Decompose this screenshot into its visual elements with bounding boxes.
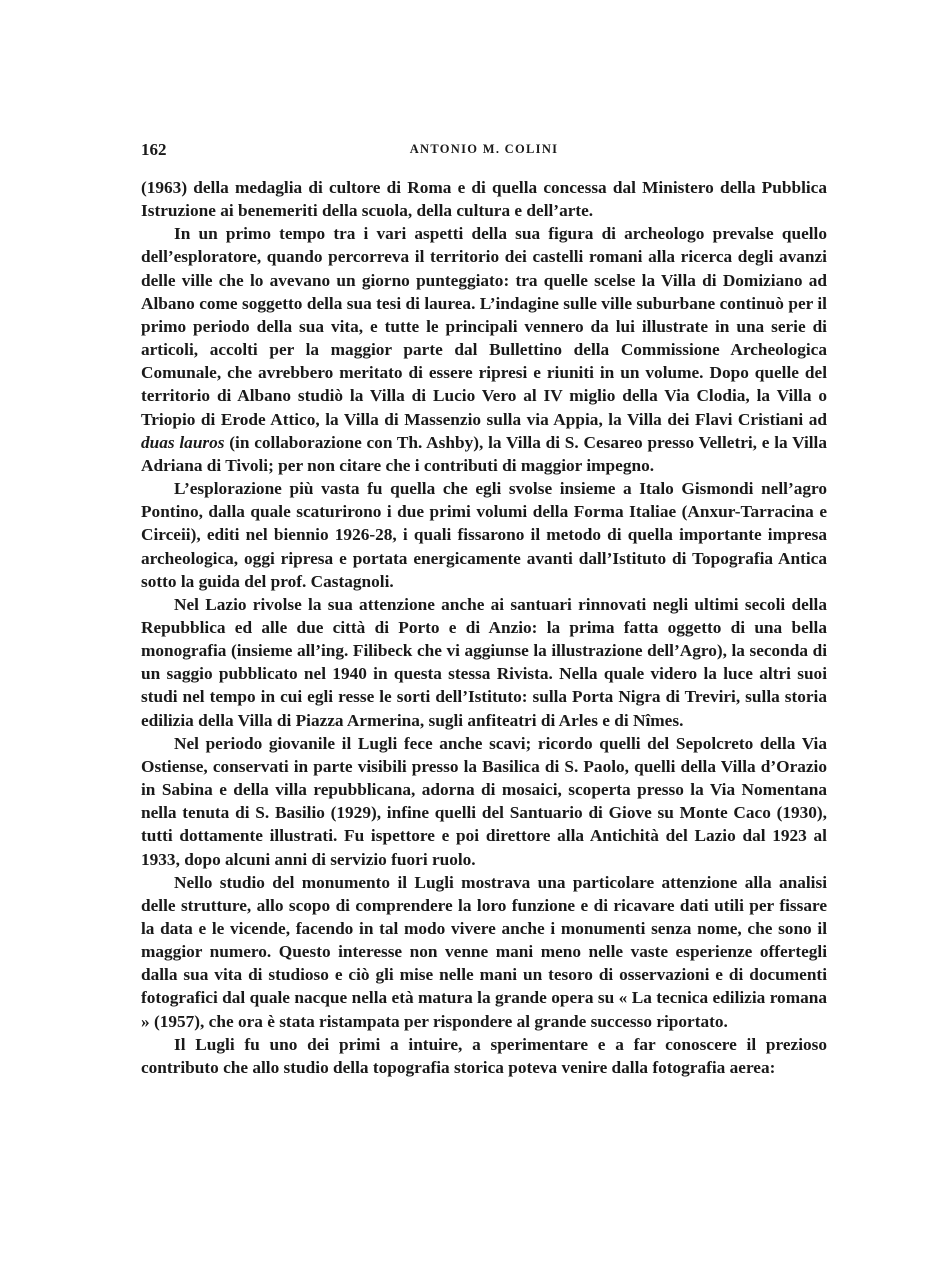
paragraph: L’esplorazione più vasta fu quella che egli svolse insieme a Italo Gismondi nell’agro Pontino, dalla quale scaturirono i due primi volumi della Forma Italiae (Anxur-Tarracina e Circeii), editi nel biennio 1926-28, i quali fissarono il metodo di quella importante impresa archeologica, oggi ripresa e portata energicamente avanti dall’Istituto di Topografia Antica sotto la guida del prof. Castagnoli. [141,479,827,591]
running-head [141,140,827,164]
paragraph: Il Lugli fu uno dei primi a intuire, a sperimentare e a far conoscere il prezioso contributo che allo studio della topografia storica poteva venire dalla fotografia aerea: [141,1034,827,1077]
italic-phrase: duas lauros [141,432,225,452]
paragraph: Nel Lazio rivolse la sua attenzione anche ai santuari rinnovati negli ultimi secoli della Repubblica ed alle due città di Porto e di Anzio: la prima fatta oggetto di una bella monografia (insieme all’ing. Filibeck che vi aggiunse la illustrazione dell’Agro), la seconda di un saggio pubblicato nel 1940 in questa stessa Rivista. Nella quale videro la luce altri suoi studi nel tempo in cui egli resse le sorti dell’Istituto: sulla Porta Nigra di Treviri, sulla storia edilizia della Villa di Piazza Armerina, sugli anfiteatri di Arles e di Nîmes. [141,594,827,730]
page [141,140,827,1079]
page-number: 162 [141,140,167,159]
paragraph: Nello studio del monumento il Lugli mostrava una particolare attenzione alla analisi delle strutture, allo scopo di comprendere la loro funzione e di ricavare dati utili per fissare la data e le vicende, facendo in tal modo vivere anche i monumenti senza nome, che sono il maggior numero. Questo interesse non venne mani meno nelle vaste esperienze offertegli dalla sua vita di studioso e ciò gli mise nelle mani un tesoro di osservazioni e di documenti fotografici dal quale nacque nella età matura la grande opera su « La tecnica edilizia romana » (1957), che ora è stata ristampata per rispondere al grande successo riportato. [141,872,827,1031]
paragraph: In un primo tempo tra i vari aspetti della sua figura di archeologo prevalse quello dell’esploratore, quando percorreva il territorio dei castelli romani alla ricerca degli avanzi delle ville che lo avevano un giorno punteggiato: tra quelle scelse la Villa di Domiziano ad Albano come soggetto della sua tesi di laurea. L’indagine sulle ville suburbane continuò per il primo periodo della sua vita, e tutte le principali vennero da lui illustrate in una serie di articoli, accolti per la maggior parte dal Bullettino della Commissione Archeologica Comunale, che avrebbero meritato di essere ripresi e riuniti in un volume. Dopo quelle del territorio di Albano studiò la Villa di Lucio Vero al IV miglio della Via Clodia, la Villa o Triopio di Erode Attico, la Villa di Massenzio sulla via Appia, la Villa dei Flavi Cristiani ad duas lauros (in collaborazione con Th. Ashby), la Villa di S. Cesareo presso Velletri, e la Villa Adriana di Tivoli; per non citare che i contributi di maggior impegno. [141,224,827,475]
body-text [141,176,827,1079]
paragraph: Nel periodo giovanile il Lugli fece anche scavi; ricordo quelli del Sepolcreto della Via Ostiense, conservati in parte visibili presso la Basilica di S. Paolo, quelli della Villa d’Orazio in Sabina e della villa repubblicana, adorna di mosaici, scoperta presso la Via Nomentana nella tenuta di S. Basilio (1929), infine quelli del Santuario di Giove su Monte Caco (1930), tutti dottamente illustrati. Fu ispettore e poi direttore alla Antichità del Lazio dal 1923 al 1933, dopo alcuni anni di servizio fuori ruolo. [141,733,827,869]
running-title: ANTONIO M. COLINI [409,142,559,156]
paragraph: (1963) della medaglia di cultore di Roma e di quella concessa dal Ministero della Pubblica Istruzione ai benemeriti della scuola, della cultura e dell’arte. [141,178,827,221]
